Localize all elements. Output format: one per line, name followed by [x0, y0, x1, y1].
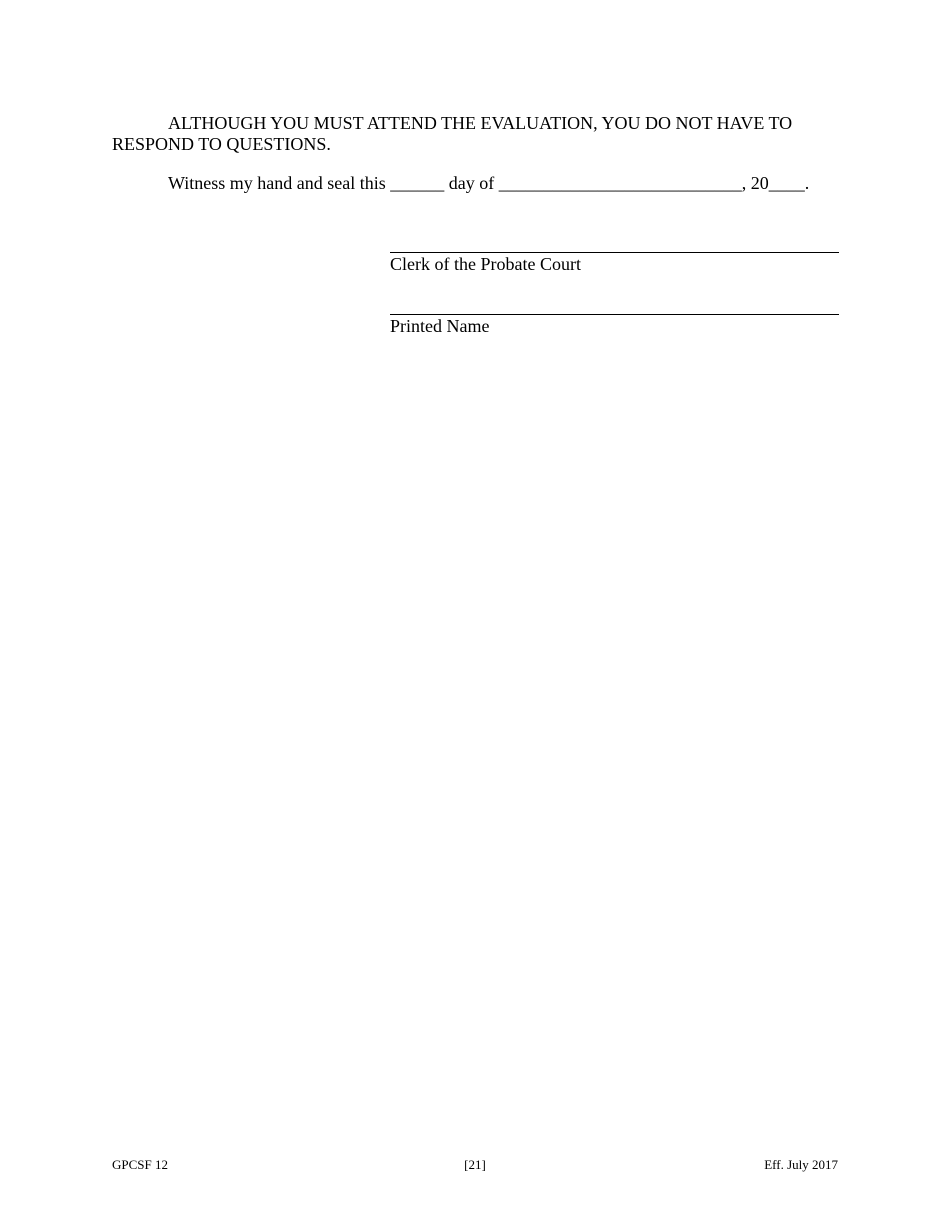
- printed-name-line: [390, 314, 839, 315]
- clerk-signature-block: [390, 252, 839, 275]
- printed-name-block: [390, 314, 839, 337]
- clerk-signature-label: Clerk of the Probate Court: [390, 254, 581, 274]
- footer-page-number: [21]: [464, 1157, 486, 1172]
- clerk-signature-line: [390, 252, 839, 253]
- printed-name-label: Printed Name: [390, 316, 490, 336]
- evaluation-notice: ALTHOUGH YOU MUST ATTEND THE EVALUATION, YOU DO NOT HAVE TO RESPOND TO QUESTIONS.: [112, 113, 793, 154]
- witness-statement: Witness my hand and seal this ______ day of ___________________________, 20____.: [168, 173, 810, 193]
- footer-effective-date: Eff. July 2017: [764, 1157, 838, 1172]
- footer-form-id: GPCSF 12: [112, 1157, 168, 1172]
